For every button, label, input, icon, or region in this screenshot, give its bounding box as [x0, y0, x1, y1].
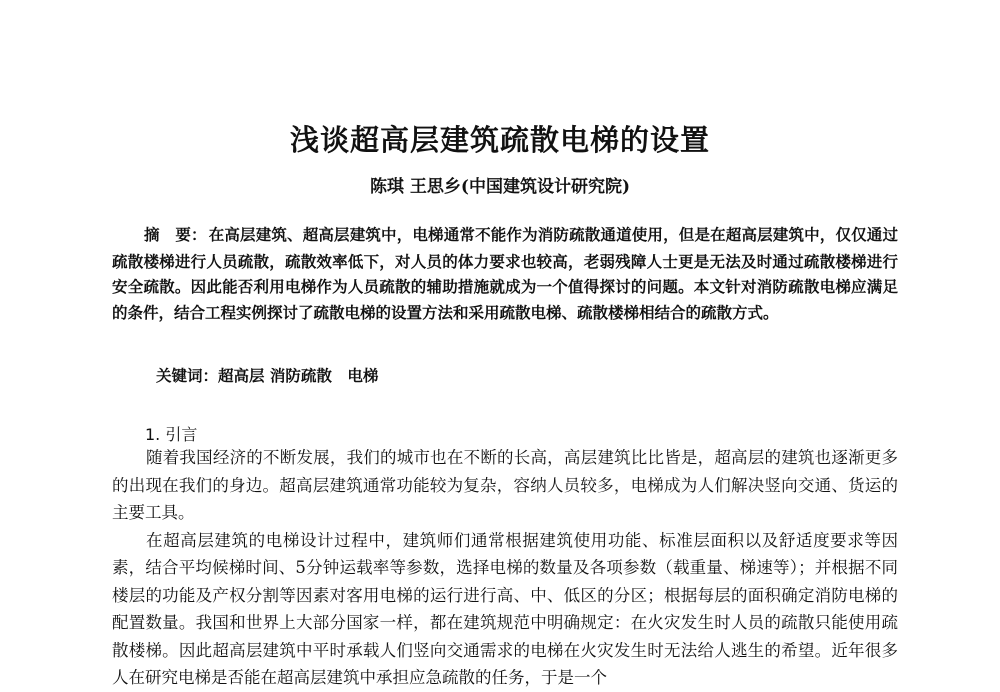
authors-line: 陈琪 王思乡(中国建筑设计研究院) — [369, 177, 630, 197]
abstract-text: 在高层建筑、超高层建筑中，电梯通常不能作为消防疏散通道使用，但是在超高层建筑中，仅仅通过疏散楼梯进行人员疏散，疏散效率低下，对人员的体力要求也较高，老弱残障人士更是无法及时通过疏散楼梯进行安全疏散。因此能否利用电梯作为人员疏散的辅助措施就成为一个值得探讨的问题。本文针对消防疏散电梯应满足的条件，结合工程实例探讨了疏散电梯的设置方法和采用疏散电梯、疏散楼梯相结合的疏散方式。 — [112, 225, 898, 322]
keywords-label: 关键词： — [156, 367, 219, 385]
body-text — [112, 444, 898, 692]
section-heading: 1. 引言 — [145, 425, 198, 444]
keywords-text: 超高层 消防疏散 电梯 — [218, 366, 379, 385]
paper-title: 浅谈超高层建筑疏散电梯的设置 — [289, 123, 710, 157]
abstract-label: 摘 要： — [144, 226, 207, 244]
abstract — [112, 222, 898, 325]
paragraph: 随着我国经济的不断发展，我们的城市也在不断的长高，高层建筑比比皆是，超高层的建筑也逐渐更多的出现在我们的身边。超高层建筑通常功能较为复杂，容纳人员较多，电梯成为人们解决竖向交通、货运的主要工具。 — [112, 448, 898, 522]
keywords — [156, 364, 378, 386]
paragraph: 在超高层建筑的电梯设计过程中，建筑师们通常根据建筑使用功能、标准层面积以及舒适度要求等因素，结合平均候梯时间、5分钟运载率等参数，选择电梯的数量及各项参数（载重量、梯速等）；并根据不同楼层的功能及产权分割等因素对客用电梯的运行进行高、中、低区的分区；根据每层的面积确定消防电梯的配置数量。我国和世界上大部分国家一样，都在建筑规范中明确规定：在火灾发生时人员的疏散只能使用疏散楼梯。因此超高层建筑中平时承载人们竖向交通需求的电梯在火灾发生时无法给人逃生的希望。近年很多人在研究电梯是否能在超高层建筑中承担应急疏散的任务，于是一个 — [112, 530, 898, 687]
